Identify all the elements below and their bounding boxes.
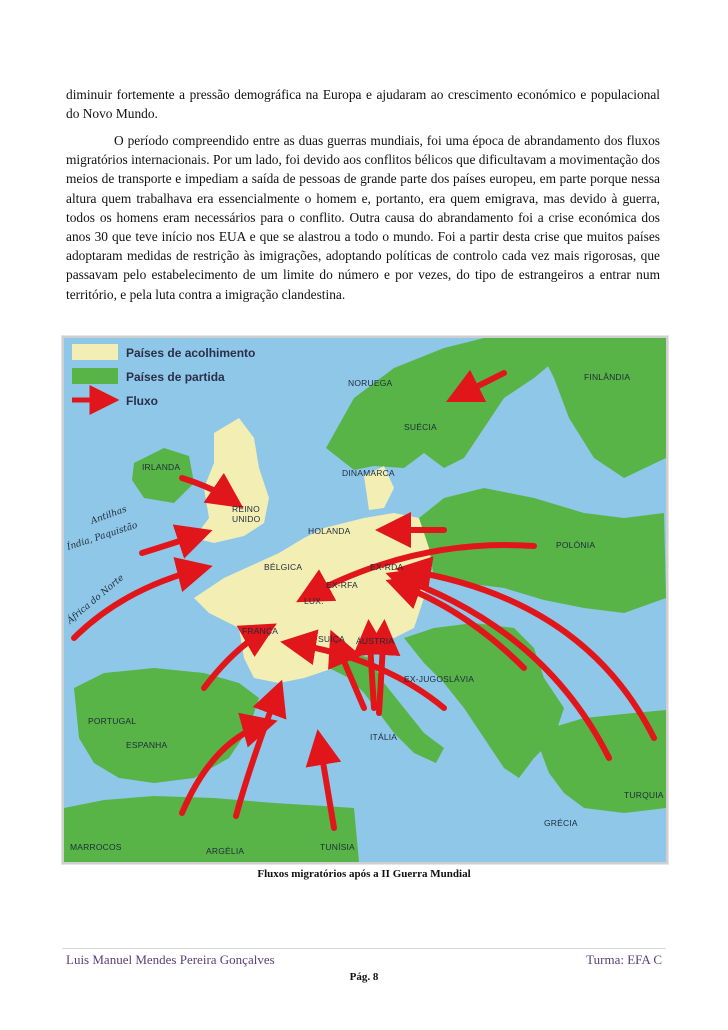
label-espanha: ESPANHA — [126, 740, 168, 750]
label-finlandia: FINLÂNDIA — [584, 372, 631, 382]
footer-divider — [62, 948, 666, 949]
label-tunisia: TUNÍSIA — [320, 842, 355, 852]
label-reino: REINO — [232, 504, 260, 514]
legend-flow-label: Fluxo — [126, 394, 158, 408]
footer-class: Turma: EFA C — [586, 952, 662, 967]
label-exrda: EX-RDA — [370, 562, 404, 572]
label-polonia: POLÓNIA — [556, 540, 596, 550]
label-irlanda: IRLANDA — [142, 462, 181, 472]
label-portugal: PORTUGAL — [88, 716, 137, 726]
legend-origin-label: Países de partida — [126, 370, 225, 384]
footer-author: Luis Manuel Mendes Pereira Gonçalves — [66, 952, 275, 967]
page-number: Pág. 8 — [349, 971, 379, 983]
label-austria: ÁUSTRIA — [356, 636, 395, 646]
legend-host-swatch — [72, 344, 118, 360]
label-marrocos: MARROCOS — [70, 842, 122, 852]
label-exrfa: EX-RFA — [326, 580, 358, 590]
paragraph-continuation: diminuir fortemente a pressão demográfica na Europa e ajudaram ao crescimento económico e populacional do Novo Mundo. — [66, 87, 660, 122]
migration-map — [62, 336, 668, 864]
label-lux: LUX. — [304, 596, 324, 606]
paragraph-interwar-text: O período compreendido entre as duas guerras mundiais, foi uma época de abrandamento dos fluxos migratórios internacionais. Por um lado, foi devido aos conflitos bélicos que dificultavam a movimentação dos meios de transporte e impediam a saída de pessoas de grande parte dos países europeu, em parte porque nessa altura quem trabalhava era essencialmente o homem e, portanto, era quem emigrava, mas devido à guerra, todos os homens eram necessários para o conflito. Outra causa do abrandamento foi a crise económica dos anos 30 que teve início nos EUA e que se alastrou a todo o mundo. Foi a partir desta crise que muitos países adoptaram medidas de restrição às imigrações, adoptando políticas de controlo cada vez mais rigorosas, que passavam pelo estabelecimento de um limite do número e por vezes, do tipo de estrangeiros a entrar num território, e pela luta contra a imigração clandestina. — [66, 133, 660, 302]
paragraph-interwar-period — [66, 131, 660, 304]
label-antilhas: Antilhas — [89, 504, 129, 527]
label-argelia: ARGÉLIA — [206, 846, 245, 856]
label-suica: SUÍÇA — [318, 634, 345, 644]
legend-host-label: Países de acolhimento — [126, 346, 256, 360]
legend-origin-swatch — [72, 368, 118, 384]
label-turquia: TURQUIA — [624, 790, 664, 800]
label-italia: ITÁLIA — [370, 732, 398, 742]
label-dinamarca: DINAMARCA — [342, 468, 395, 478]
label-unido: UNIDO — [232, 514, 261, 524]
label-grecia: GRÉCIA — [544, 818, 578, 828]
label-noruega: NORUEGA — [348, 378, 393, 388]
label-suecia: SUÉCIA — [404, 422, 437, 432]
label-africa-norte: África do Norte — [65, 573, 127, 627]
label-franca: FRANÇA — [242, 626, 279, 636]
map-caption: Fluxos migratórios após a II Guerra Mundial — [257, 868, 471, 880]
label-india-paquistao: Índia, Paquistão — [65, 520, 139, 553]
label-belgica: BÉLGICA — [264, 562, 303, 572]
label-exjugoslavia: EX-JUGOSLÁVIA — [404, 674, 475, 684]
label-holanda: HOLANDA — [308, 526, 351, 536]
